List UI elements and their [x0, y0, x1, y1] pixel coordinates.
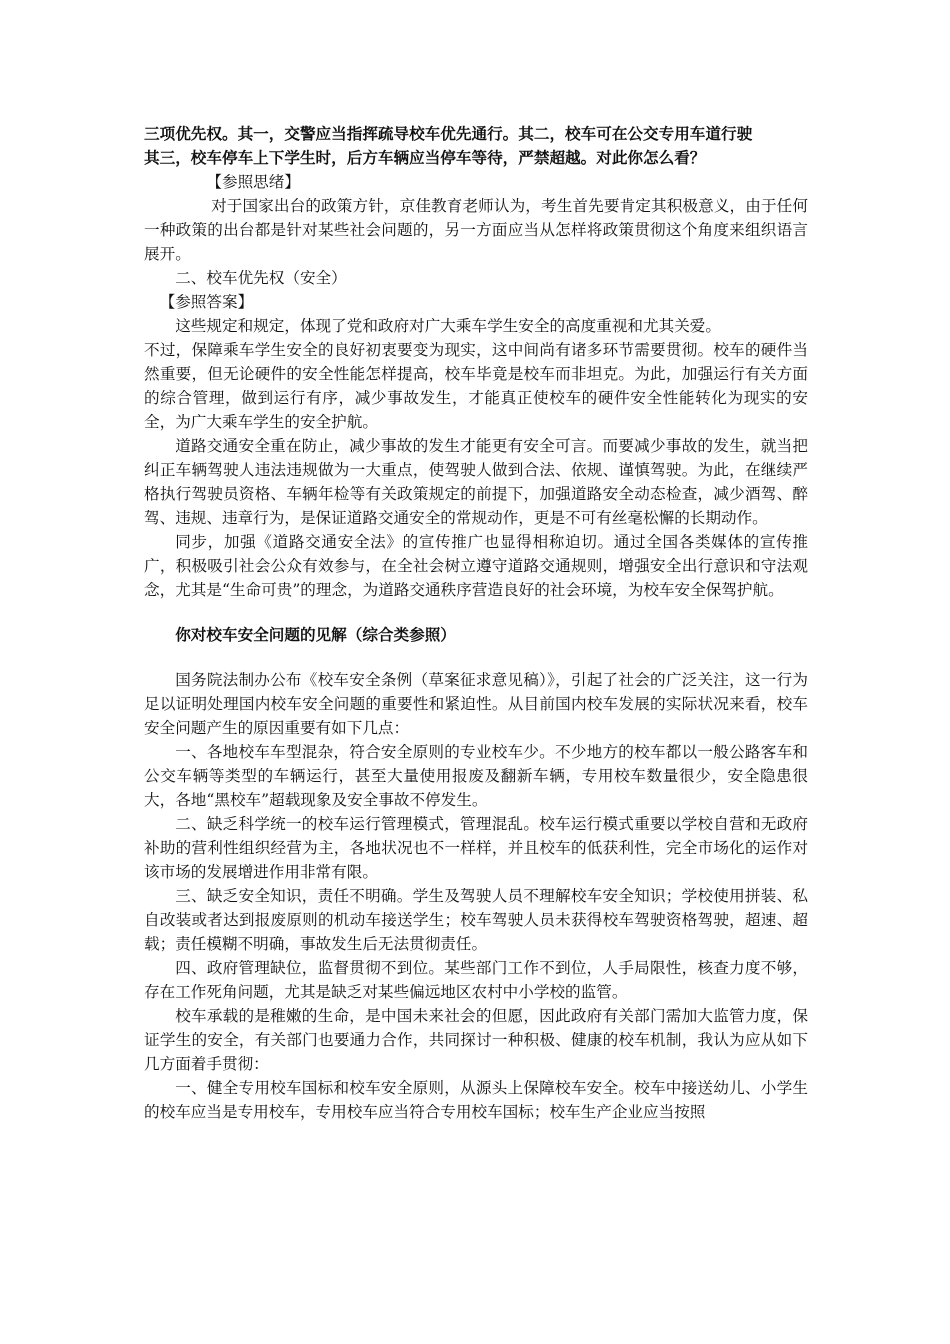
- section2-paragraph-1: 这些规定和规定，体现了党和政府对广大乘车学生安全的高度重视和尤其关爱。: [175, 317, 721, 335]
- reference-thought-label: 【参照思绪】: [206, 173, 300, 191]
- section3-paragraph-3: 二、缺乏科学统一的校车运行管理模式，管理混乱。校车运行模式重要以学校自营和无政府补助的营利性组织经营为主，各地状况也不一样样，并且校车的低获利性，完全市场化的运作对该市场的发展增进作用非常有限。: [144, 815, 808, 881]
- section3-paragraph-2: 一、各地校车车型混杂，符合安全原则的专业校车少。不少地方的校车都以一般公路客车和公交车辆等类型的车辆运行，甚至大量使用报废及翻新车辆，专用校车数量很少，安全隐患很大，各地“黑校车”超载现象及安全事故不停发生。: [144, 743, 808, 809]
- document-body: [144, 122, 808, 1124]
- section3-title: 你对校车安全问题的见解（综合类参照）: [175, 625, 456, 644]
- section3-paragraph-4: 三、缺乏安全知识，责任不明确。学生及驾驶人员不理解校车安全知识；学校使用拼装、私自改装或者达到报废原则的机动车接送学生；校车驾驶人员未获得校车驾驶资格驾驶，超速、超载；责任模糊不明确，事故发生后无法贯彻责任。: [144, 887, 808, 953]
- section3-paragraph-5: 四、政府管理缺位，监督贯彻不到位。某些部门工作不到位，人手局限性，核查力度不够，存在工作死角问题，尤其是缺乏对某些偏远地区农村中小学校的监管。: [144, 959, 808, 1001]
- section2-paragraph-2: 不过，保障乘车学生安全的良好初衷要变为现实，这中间尚有诸多环节需要贯彻。校车的硬件当然重要，但无论硬件的安全性能怎样提高，校车毕竟是校车而非坦克。为此，加强运行有关方面的综合管理，做到运行有序，减少事故发生，才能真正使校车的硬件安全性能转化为现实的安全，为广大乘车学生的安全护航。: [144, 341, 808, 431]
- section2-paragraph-3: 道路交通安全重在防止，减少事故的发生才能更有安全可言。而要减少事故的发生，就当把纠正车辆驾驶人违法违规做为一大重点，使驾驶人做到合法、依规、谨慎驾驶。为此，在继续严格执行驾驶员资格、车辆年检等有关政策规定的前提下，加强道路安全动态检查，减少酒驾、醉驾、违规、违章行为，是保证道路交通安全的常规动作，更是不可有丝毫松懈的长期动作。: [144, 437, 808, 527]
- section3-paragraph-7: 一、健全专用校车国标和校车安全原则，从源头上保障校车安全。校车中接送幼儿、小学生的校车应当是专用校车，专用校车应当符合专用校车国标；校车生产企业应当按照: [144, 1079, 808, 1121]
- reference-answer-label: 【参照答案】: [159, 293, 254, 311]
- section3-paragraph-6: 校车承载的是稚嫩的生命，是中国未来社会的但愿，因此政府有关部门需加大监管力度，保证学生的安全，有关部门也要通力合作，共同探讨一种积极、健康的校车机制，我认为应从如下几方面着手贯彻：: [144, 1007, 808, 1073]
- section3-paragraph-1: 国务院法制办公布《校车安全条例（草案征求意见稿）》，引起了社会的广泛关注，这一行为足以证明处理国内校车安全问题的重要性和紧迫性。从目前国内校车发展的实际状况来看，校车安全问题产生的原因重要有如下几点：: [144, 671, 808, 737]
- reference-thought-text: 对于国家出台的政策方针，京佳教育老师认为，考生首先要肯定其积极意义，由于任何一种政策的出台都是针对某些社会问题的，另一方面应当从怎样将政策贯彻这个角度来组织语言展开。: [144, 197, 808, 263]
- section2-heading: 二、校车优先权（安全）: [175, 269, 347, 287]
- intro-line-1: 三项优先权。其一，交警应当指挥疏导校车优先通行。其二，校车可在公交专用车道行驶: [144, 124, 753, 143]
- intro-line-2: 其三，校车停车上下学生时，后方车辆应当停车等待，严禁超越。对此你怎么看？: [144, 148, 706, 167]
- section2-paragraph-4: 同步，加强《道路交通安全法》的宣传推广也显得相称迫切。通过全国各类媒体的宣传推广，积极吸引社会公众有效参与，在全社会树立遵守道路交通规则，增强安全出行意识和守法观念，尤其是“生命可贵”的理念，为道路交通秩序营造良好的社会环境，为校车安全保驾护航。: [144, 533, 808, 599]
